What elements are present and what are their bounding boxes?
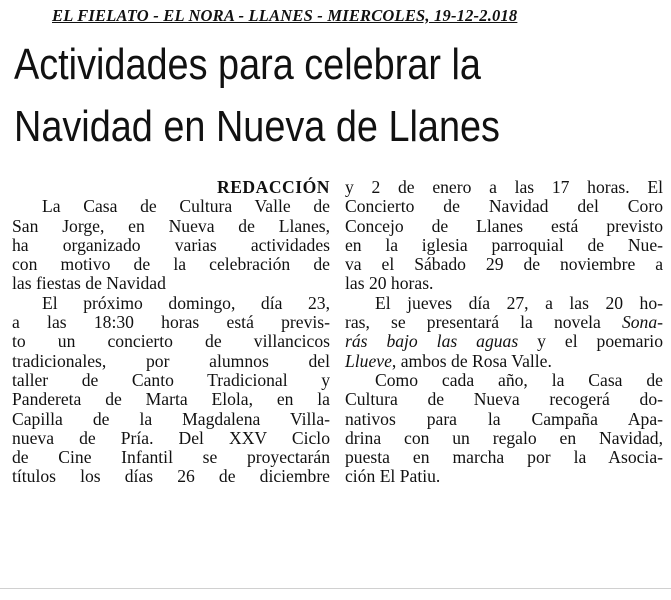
book-title: Sona- [621,312,663,333]
text-line: La Casa de Cultura Valle de [42,196,330,217]
text-line: taller de Canto Tradicional y [12,369,330,390]
text-line: Concierto de Navidad del Coro [345,196,663,217]
text-line: Cultura de Nueva recogerá do- [345,389,663,410]
text-line [345,332,663,351]
text-line: de Cine Infantil se proyectarán [12,447,330,468]
text-line [345,352,663,371]
headline-line-2: Navidad en Nueva de Llanes [14,102,500,151]
text-run: ras, se presentará la novela [345,312,601,333]
text-line: las fiestas de Navidad [12,273,166,294]
text-line: títulos los días 26 de diciembre [12,466,330,487]
text-line: va el Sábado 29 de noviembre a [345,254,663,275]
text-line: puesta en marcha por la Asocia- [345,447,663,468]
poem-title: Llueve [345,350,392,371]
text-line: nativos para la Campaña Apa- [345,408,663,429]
text-line: El próximo domingo, día 23, [42,292,330,313]
text-run: y el poemario [537,331,663,352]
text-line [345,313,663,332]
text-line: con motivo de la celebración de [12,254,330,275]
article-headline [14,34,573,158]
headline-line-1: Actividades para celebrar la [14,40,481,89]
text-line: ha organizado varias actividades [12,234,330,255]
text-line: a las 18:30 horas está previs- [12,312,330,333]
text-line: tradicionales, por alumnos del [12,350,330,371]
text-line: Pandereta de Marta Elola, en la [12,389,330,410]
text-line: Concejo de Llanes está previsto [345,215,663,236]
text-line: nueva de Pría. Del XXV Ciclo [12,427,330,448]
text-line: drina con un regalo en Navidad, [345,427,663,448]
book-title: rás bajo las aguas [345,331,519,352]
text-line: San Jorge, en Nueva de Llanes, [12,215,330,236]
text-line: las 20 horas. [345,273,434,294]
text-line: El jueves día 27, a las 20 ho- [375,292,663,313]
text-line: y 2 de enero a las 17 horas. El [345,177,663,197]
text-line: en la iglesia parroquial de Nue- [345,234,663,255]
text-line: to un concierto de villancicos [12,331,330,352]
text-line: Como cada año, la Casa de [375,369,663,390]
article-column-right [345,178,663,487]
text-line: Capilla de la Magdalena Villa- [12,408,330,429]
article-column-left [12,178,330,487]
bottom-rule [0,588,671,589]
newspaper-dateline: EL FIELATO - EL NORA - LLANES - MIERCOLES, 19-12-2.018 [52,6,518,25]
text-line: ción El Patiu. [345,466,441,487]
byline: REDACCIÓN [216,177,330,197]
text-run: , ambos de Rosa Valle. [391,350,552,371]
